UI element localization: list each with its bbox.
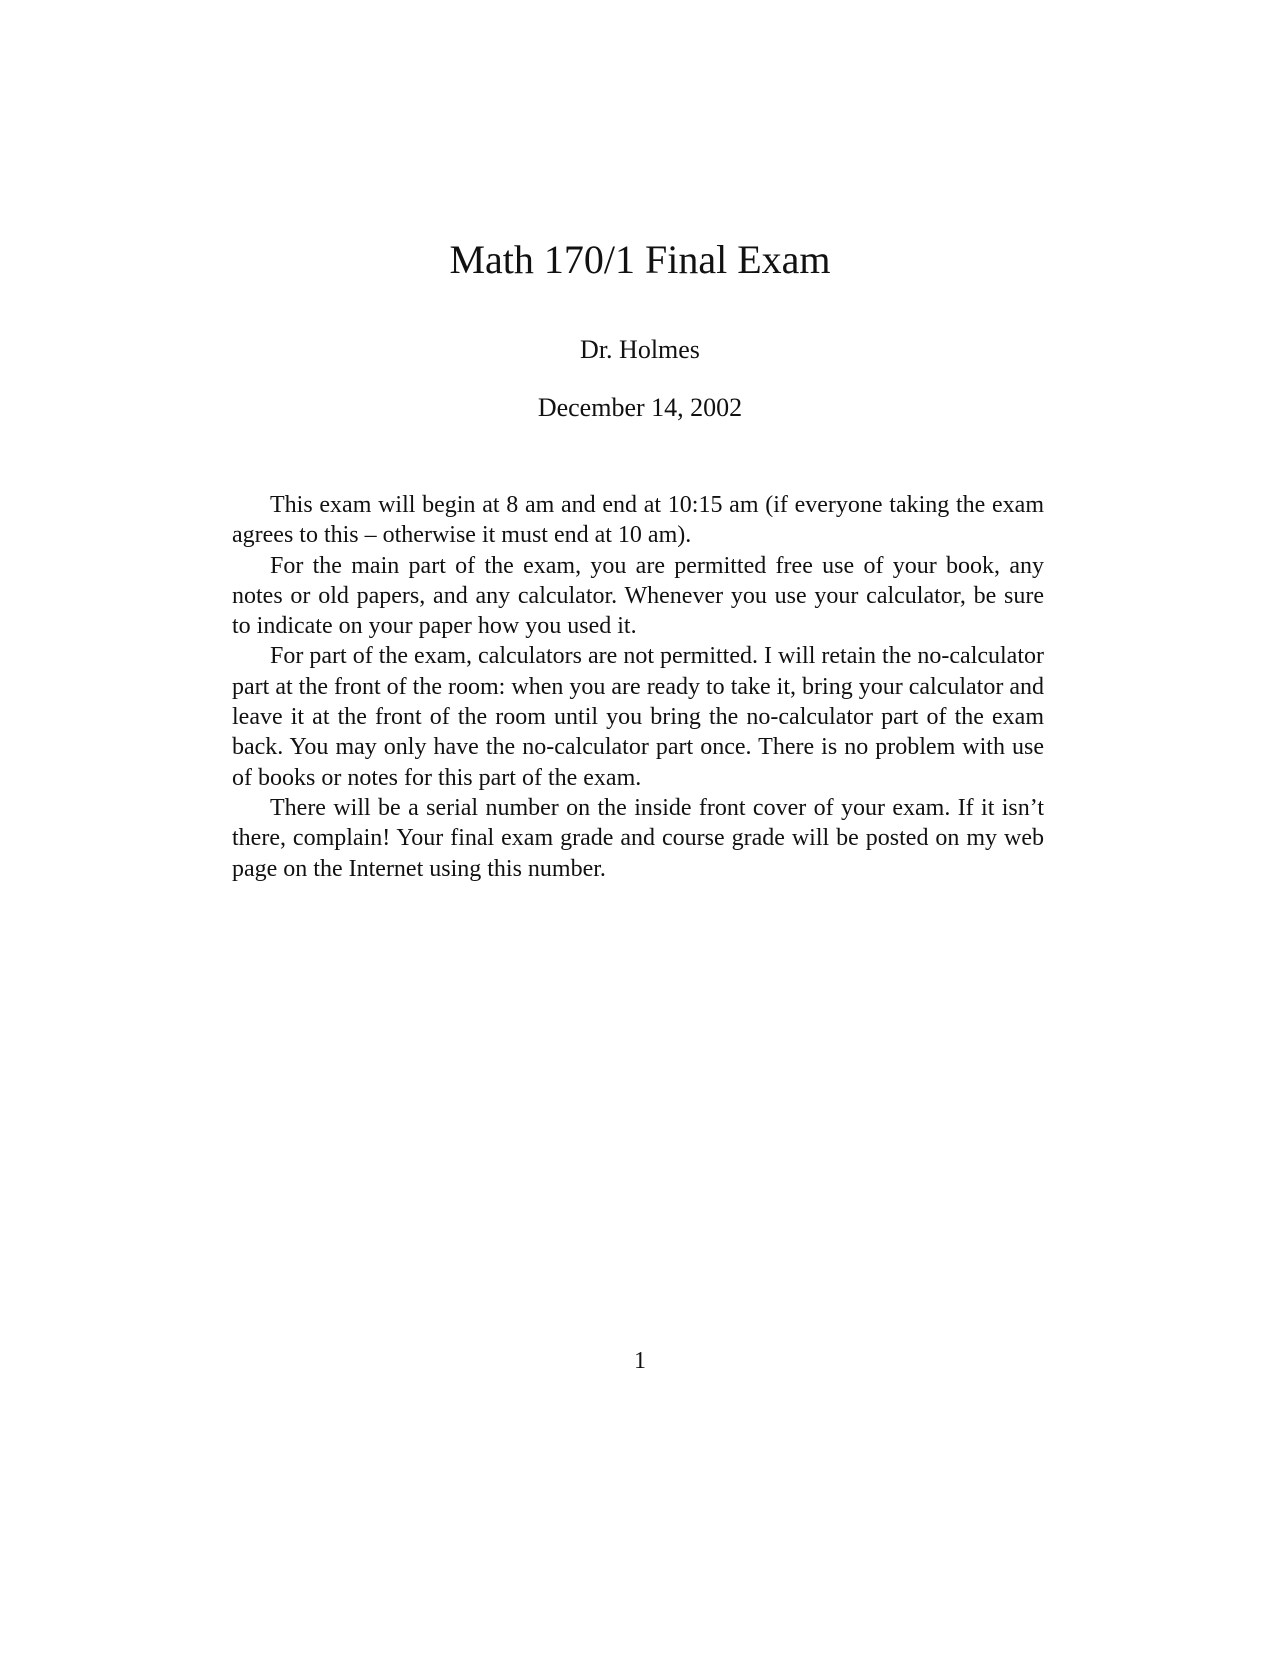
document-date: December 14, 2002 [537, 393, 743, 422]
paragraph-permitted-materials: For the main part of the exam, you are permitted free use of your book, any notes or old papers, and any calculator. Whenever you use your calculator, be sure to indicate on your paper how you used it. [232, 552, 1044, 640]
paragraph-serial-number: There will be a serial number on the inside front cover of your exam. If it isn’t there, complain! Your final exam grade and course grade will be posted on my web page on the Internet using this number. [232, 794, 1044, 882]
document-title: Math 170/1 Final Exam [449, 237, 831, 282]
paragraph-no-calculator: For part of the exam, calculators are not permitted. I will retain the no-calculator part at the front of the room: when you are ready to take it, bring your calculator and leave it at the front of the room until you bring the no-calculator part of the exam back. You may only have the no-calculator part once. There is no problem with use of books or notes for this part of the exam. [232, 643, 1044, 791]
paragraph-exam-time: This exam will begin at 8 am and end at 10:15 am (if everyone taking the exam agrees to this – otherwise it must end at 10 am). [232, 492, 1044, 549]
document-author: Dr. Holmes [580, 335, 700, 364]
document-body [232, 490, 1044, 884]
page-number: 1 [634, 1348, 646, 1374]
